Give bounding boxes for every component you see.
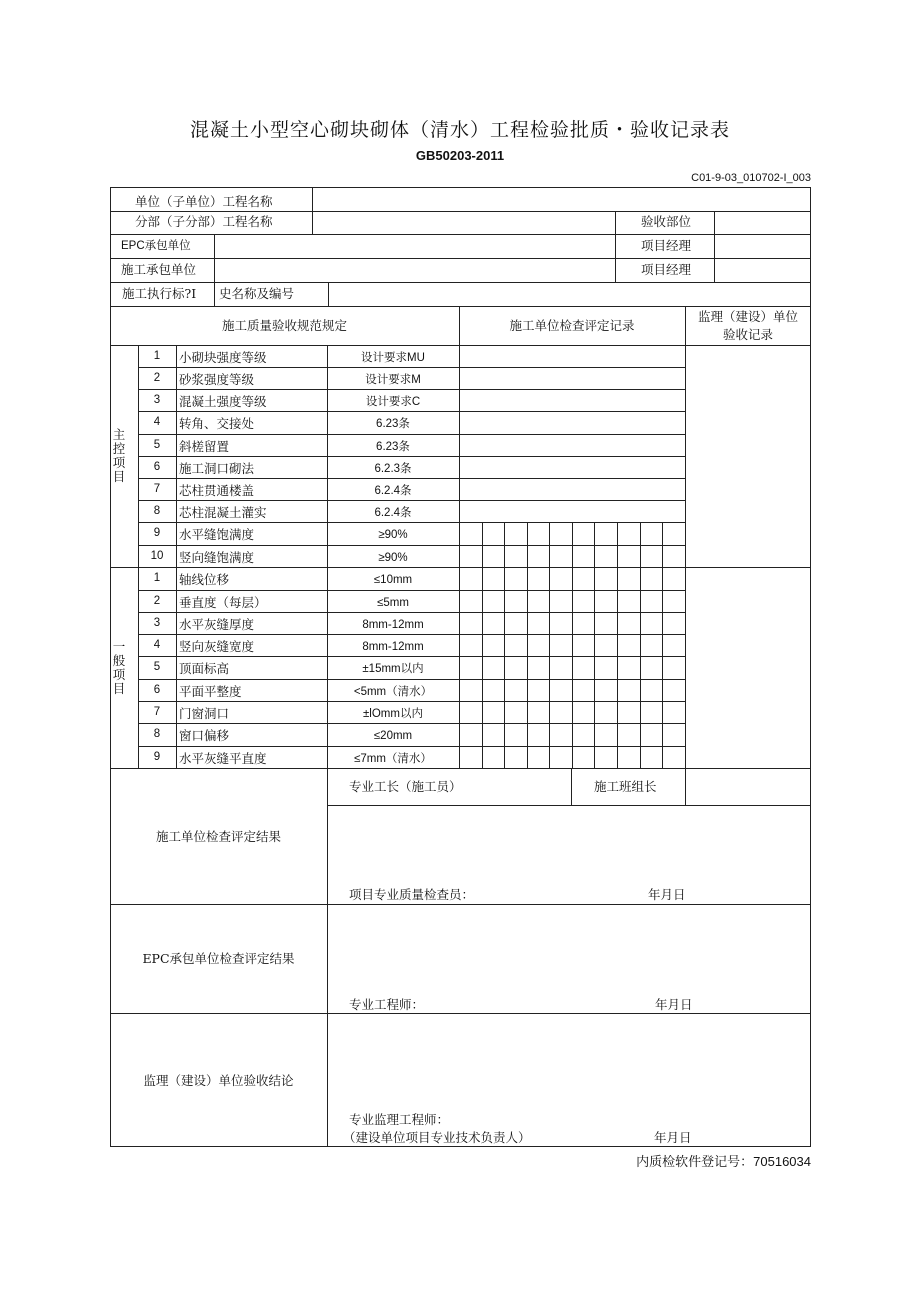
table-rule [110, 345, 811, 346]
main-item-requirement: 6.2.4条 [374, 485, 412, 497]
general-item-no: 5 [153, 661, 161, 673]
table-rule [549, 567, 550, 769]
table-rule [594, 522, 595, 568]
general-item-requirement: 8mm-12mm [362, 619, 424, 631]
general-item-requirement: 8mm-12mm [362, 641, 424, 653]
main-item-no: 4 [153, 416, 161, 428]
owner-technical-lead-label: （建设单位项目专业技术负责人） [343, 1130, 531, 1145]
table-rule [572, 567, 573, 769]
general-item-name: 门窗洞口 [179, 706, 230, 721]
table-rule [662, 522, 663, 568]
main-item-requirement: 设计要求C [365, 396, 421, 408]
registration-number: 70516034 [753, 1154, 811, 1169]
table-rule [572, 522, 573, 568]
main-item-no: 10 [150, 550, 164, 562]
table-rule [482, 522, 483, 568]
main-item-name: 水平缝饱满度 [179, 527, 255, 542]
general-item-no: 1 [153, 572, 161, 584]
table-rule [138, 434, 686, 435]
table-rule [138, 612, 686, 613]
table-rule [640, 522, 641, 568]
table-rule [138, 634, 686, 635]
standard-code: GB50203-2011 [415, 148, 505, 163]
construction-result-label: 施工单位检查评定结果 [155, 829, 281, 844]
table-rule [138, 500, 686, 501]
general-item-requirement: ≤7mm（清水） [354, 753, 432, 765]
main-item-no: 2 [153, 372, 161, 384]
main-item-no: 6 [153, 461, 161, 473]
epc-contractor-label: EPC承包单位 [121, 240, 191, 252]
unit-project-name-label: 单位（子单位）工程名称 [135, 194, 273, 209]
table-rule [138, 590, 686, 591]
table-rule [527, 567, 528, 769]
general-item-no: 2 [153, 595, 161, 607]
table-rule [328, 282, 329, 307]
main-item-name: 施工洞口砌法 [179, 461, 255, 476]
main-item-requirement: 6.23条 [376, 441, 410, 453]
registration-label: 内质检软件登记号： [636, 1155, 754, 1170]
table-rule [138, 522, 686, 523]
table-rule [138, 746, 686, 747]
table-rule [138, 545, 686, 546]
table-rule [138, 478, 686, 479]
general-item-name: 垂直度（每层） [179, 595, 267, 610]
main-item-no: 1 [153, 350, 161, 362]
standard-name-label: 施工执行标?I [122, 286, 197, 301]
standard-name-label-continued: 史名称及编号 [219, 286, 295, 301]
construction-contractor-label: 施工承包单位 [121, 262, 197, 277]
team-leader-label: 施工班组长 [594, 779, 657, 794]
main-item-name: 转角、交接处 [179, 416, 255, 431]
date-label: 年月日 [648, 887, 686, 902]
main-item-requirement: 设计要求MU [361, 352, 425, 364]
table-rule [504, 522, 505, 568]
table-rule [110, 187, 811, 188]
general-items-label: 一 般 项 目 [112, 639, 126, 696]
table-rule [527, 522, 528, 568]
table-rule [138, 389, 686, 390]
supervision-conclusion-label: 监理（建设）单位验收结论 [143, 1073, 294, 1088]
general-item-requirement: <5mm（清水） [353, 686, 433, 698]
general-item-name: 水平灰缝厚度 [179, 617, 255, 632]
software-registration [636, 1151, 811, 1170]
table-rule [482, 567, 483, 769]
table-rule [549, 522, 550, 568]
table-rule [110, 1013, 811, 1014]
table-rule [685, 306, 686, 806]
table-rule [176, 345, 177, 769]
table-rule [615, 211, 616, 283]
table-rule [214, 234, 215, 307]
main-item-no: 7 [153, 483, 161, 495]
table-rule [138, 723, 686, 724]
table-rule [459, 306, 460, 769]
table-rule [714, 211, 715, 283]
table-rule [110, 234, 811, 235]
main-item-no: 3 [153, 394, 161, 406]
main-item-name: 芯柱混凝土灌实 [179, 505, 267, 520]
check-record-column-header: 施工单位检查评定记录 [509, 318, 635, 333]
table-rule [617, 522, 618, 568]
general-item-requirement: ≤5mm [377, 597, 409, 609]
table-rule [110, 258, 811, 259]
general-item-no: 4 [153, 639, 161, 651]
main-item-requirement: ≥90% [378, 552, 408, 564]
main-item-no: 9 [153, 527, 161, 539]
table-rule [110, 904, 811, 905]
main-item-name: 混凝土强度等级 [179, 394, 267, 409]
epc-result-label: EPC承包单位检查评定结果 [142, 951, 295, 966]
general-item-requirement: ±15mm以内 [362, 663, 424, 675]
table-rule [327, 805, 811, 806]
general-item-no: 7 [153, 706, 161, 718]
main-item-name: 芯柱贯通楼盖 [179, 483, 255, 498]
date-label: 年月日 [655, 997, 693, 1012]
general-item-no: 8 [153, 728, 161, 740]
quality-inspector-label: 项目专业质量检查员： [349, 887, 475, 902]
table-rule [504, 567, 505, 769]
form-code: C01-9-03_010702-I_003 [691, 172, 811, 184]
general-item-no: 9 [153, 751, 161, 763]
professional-engineer-label: 专业工程师： [349, 997, 425, 1012]
main-control-items-label: 主 控 项 目 [112, 427, 126, 484]
main-item-requirement: ≥90% [378, 529, 408, 541]
general-item-name: 轴线位移 [179, 572, 230, 587]
general-item-no: 3 [153, 617, 161, 629]
general-item-requirement: ≤10mm [373, 574, 413, 586]
main-item-requirement: 6.2.3条 [374, 463, 412, 475]
table-rule [138, 456, 686, 457]
table-rule [571, 768, 572, 806]
project-manager-label: 项目经理 [641, 238, 692, 253]
table-rule [594, 567, 595, 769]
table-rule [110, 306, 811, 307]
main-item-requirement: 6.23条 [376, 418, 410, 430]
spec-column-header: 施工质量验收规范规定 [221, 318, 347, 333]
main-item-name: 斜槎留置 [179, 439, 230, 454]
general-item-requirement: ≤20mm [373, 730, 413, 742]
table-rule [617, 567, 618, 769]
table-rule [138, 701, 686, 702]
sub-project-name-label: 分部（子分部）工程名称 [135, 214, 273, 229]
general-item-name: 水平灰缝平直度 [179, 751, 267, 766]
general-item-name: 竖向灰缝宽度 [179, 639, 255, 654]
general-item-name: 平面平整度 [179, 684, 242, 699]
project-manager-label: 项目经理 [641, 262, 692, 277]
date-label: 年月日 [654, 1130, 692, 1145]
main-item-requirement: 设计要求M [365, 374, 421, 386]
form-title: 混凝土小型空心砌块砌体（清水）工程检验批质・验收记录表 [189, 119, 730, 141]
main-item-no: 5 [153, 439, 161, 451]
table-rule [110, 567, 811, 568]
main-item-name: 砂浆强度等级 [179, 372, 255, 387]
table-rule [662, 567, 663, 769]
table-rule [110, 282, 811, 283]
supervision-column-header: 监理（建设）单位 [697, 309, 798, 324]
table-rule [138, 656, 686, 657]
table-rule [110, 211, 811, 212]
foreman-label: 专业工长（施工员） [349, 779, 462, 794]
table-rule [110, 768, 811, 769]
acceptance-part-label: 验收部位 [641, 214, 692, 229]
supervision-column-header: 验收记录 [722, 327, 773, 342]
main-item-no: 8 [153, 505, 161, 517]
table-rule [138, 679, 686, 680]
table-rule [138, 367, 686, 368]
main-item-name: 竖向缝饱满度 [179, 550, 255, 565]
table-rule [110, 1146, 811, 1147]
supervision-engineer-label: 专业监理工程师： [349, 1112, 450, 1127]
table-rule [138, 411, 686, 412]
general-item-name: 顶面标高 [179, 661, 230, 676]
main-item-requirement: 6.2.4条 [374, 507, 412, 519]
table-rule [312, 187, 313, 235]
table-rule [640, 567, 641, 769]
main-item-name: 小砌块强度等级 [179, 350, 267, 365]
general-item-requirement: ±lOmm以内 [363, 708, 423, 720]
general-item-no: 6 [153, 684, 161, 696]
general-item-name: 窗口偏移 [179, 728, 230, 743]
